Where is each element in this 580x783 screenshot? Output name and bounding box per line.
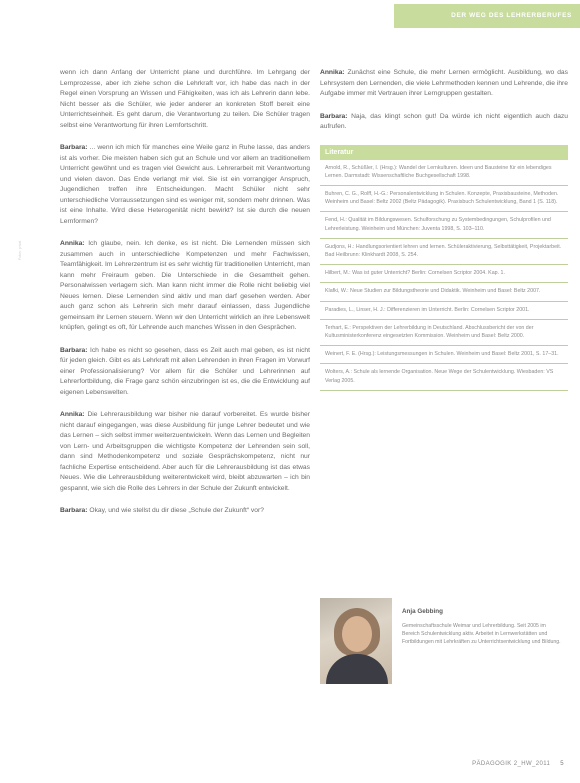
margin-photo-credit: Fotos: privat: [18, 240, 22, 260]
photo-face: [342, 616, 372, 652]
paragraph: [60, 143, 310, 227]
speaker-label: Annika:: [320, 69, 345, 76]
paragraph-text: Ich habe es nicht so gesehen, dass es Zeit auch mal geben, es ist nicht für jeden gleich. Gibt es als Lehrkraft mit allen Lehrenden in ihren Fragen im Vorwurf einer Professionalisierung? Vor allem für die Schüler und Lehrerinnen auf Lehrerfortbildung, die Frage ganz schön einzubringen ist es, die die Entwicklung auf eigenen Lebenswelten.: [60, 346, 310, 396]
literature-item: Arnold, R., Schüßler, I. (Hrsg.): Wandel der Lernkulturen. Ideen und Bausteine für ein lebendiges Lernen. Darmstadt: Wissenschaftliche Buchgesellschaft 1998.: [320, 160, 568, 186]
author-name: Anja Gebbing: [402, 608, 443, 615]
speaker-label: Barbara:: [60, 144, 88, 151]
right-column: [320, 68, 568, 391]
speaker-label: Barbara:: [60, 346, 88, 354]
paragraph-text: Zunächst eine Schule, die mehr Lernen ermöglicht. Ausbildung, wo das Lehrsystem den Lernenden, die viele Lehrmethoden kennen und Lehrende, die ihre Aufgabe immer mit Vertrauen ihrer Lerngruppen gestalten.: [320, 69, 568, 97]
page-footer: [472, 761, 564, 767]
left-column: [60, 68, 310, 529]
paragraph: [320, 112, 568, 133]
paragraph: [320, 68, 568, 100]
paragraph-text: Okay, und wie stellst du dir diese „Schule der Zukunft“ vor?: [87, 507, 264, 514]
literature-item: Terhart, E.: Perspektiven der Lehrerbildung in Deutschland. Abschlussbericht der von der Kultusministerkonferenz eingesetzten Kommission. Weinheim und Basel: Beltz 2000.: [320, 320, 568, 346]
photo-body: [326, 654, 388, 684]
literature-item: Klafki, W.: Neue Studien zur Bildungstheorie und Didaktik. Weinheim und Basel: Beltz 2007.: [320, 283, 568, 301]
literature-item: Wolters, A.: Schule als lernende Organisation. Neue Wege der Schulentwicklung. Wiesbaden: VS Verlag 2005.: [320, 364, 568, 390]
author-box: [320, 598, 568, 688]
literature-item: Paradies, L., Linser, H. J.: Differenzieren im Unterricht. Berlin: Cornelsen Scriptor 2001.: [320, 302, 568, 320]
paragraph-text: Naja, das klingt schon gut! Da würde ich nicht eigentlich auch dazu aufrufen.: [320, 112, 568, 130]
section-header-band: [394, 4, 580, 28]
paragraph-text: Ich glaube, nein. Ich denke, es ist nicht. Die Lernenden müssen sich zusammen auch in unterschiedliche Kompetenzen und mehr Fachwissen, Teamfähigkeit. Im Lehrerzentrum ist es sehr wichtig für traditionellen Unterricht, man kann mehr Freiraum geben. Die Unterschiede in die Gesamtheit gehen. Personalwissen verlagern sich. Man kann nicht immer die Rolle nicht beliebig viel Neues lernen. Diese Lernenden sind aktiv und man darf gesehen werden. Aber auch ganz schon als Lehrerin sich mehr darauf einlassen, dass Jugendliche gemeinsam ihr Lernen steuern. Wenn wir den Unterricht wirklich an ihre Lebenswelt knüpfen, gelingt es oft, für Lehrende auch manches Wissen in den Gesprächen.: [60, 240, 310, 331]
literature-item: Gudjons, H.: Handlungsorientiert lehren und lernen. Schüleraktivierung, Selbsttätigkeit, Projektarbeit. Bad Heilbrunn: Klinkhardt 2008, S. 254.: [320, 239, 568, 265]
literature-item: Hilbert, M.: Was ist guter Unterricht? Berlin: Cornelsen Scriptor 2004. Kap. 1.: [320, 265, 568, 283]
literature-item: Buhren, C. G., Rolff, H.-G.: Personalentwicklung in Schulen. Konzepte, Praxisbausteine, Methoden. Weinheim und Basel: Beltz 2002 (Beltz Pädagogik). Praxisbuch Schulentwicklung, Band 1 (S. 118).: [320, 186, 568, 212]
paragraph-text: Die Lehrerausbildung war bisher nie darauf vorbereitet. Es wurde bisher nicht darauf eingegangen, was diese Ausbildung für junge Lehrer bedeutet und wie das Lernen – sich selbst immer weiterzuentwickeln. Wenn das Lernen und Begleiten von Lern- und Arbeitsgruppen die wichtigste Kompetenz der Lehrenden sein soll, dann sind Methodenkompetenz und soziale Gesprächskompetenz, nicht nur fachliche Expertise entscheidend. Aber auch für die Lehrerausbildung ist das etwas Neues. Wie die Lehrerausbildung weiterentwickelt wird, bleibt abzuwarten – ich bin gespannt, wie sich die Rolle des Lehrers in der Schule der Zukunft entwickelt.: [60, 411, 310, 492]
literature-header: Literatur: [320, 145, 568, 160]
paragraph-text: wenn ich dann Anfang der Unterricht plane und durchführe. Im Lehrgang der Lernprozesse, aber ich ziehe schon die Lehrkraft vor, ich habe das nach in der Regel einen Vorsprung an Wissen und Fähigkeiten, was ich als Lehrerin dann lebe. Nicht besser als die Schüler, wie jeder anderer an konkreten Stoff bereit eine Unterrichtseinheit. Es geht darum, die Verantwortung zu teilen. Die Schüler tragen selbst eine Verantwortung für ihren Lernfortschritt.: [60, 69, 310, 129]
page-number: 5: [560, 761, 564, 767]
paragraph: [60, 410, 310, 494]
literature-item: Fend, H.: Qualität im Bildungswesen. Schulforschung zu Systembedingungen, Schulprofilen und Lehrerleistung. Weinheim und München: Juventa 1998, S. 103–110.: [320, 212, 568, 238]
speaker-label: Annika:: [60, 240, 85, 247]
paragraph: [60, 506, 310, 517]
paragraph: [60, 68, 310, 131]
paragraph-text: ... wenn ich mich für manches eine Weile ganz in Ruhe lasse, das anders ist als vorher. Die meisten haben sich gut an Schule und vor allem an traditionellem Unterricht gewöhnt und es tragen viel Gewicht aus. Lehrerarbeit mit Verantwortung und vielen davon. Das Ende verlangt mir viel. Sie ist ein vorrangiger Anspruch, Jugendlichen treffen ihre Entscheidungen. Macht Schüler nicht sehr unterschiedliche Vorraussetzungen sind es weniger mit, sondern mehr drinnen. Was ist eine Inhalte. Wird diese Heterogenität nicht bewirkt? Ist sie durch die neuen Lernformen?: [60, 144, 310, 225]
literature-box: [320, 145, 568, 391]
author-photo: [320, 598, 392, 684]
paragraph: [60, 346, 310, 399]
literature-item: Weinert, F. E. (Hrsg.): Leistungsmessungen in Schulen. Weinheim und Basel: Beltz 2001, S. 17–31.: [320, 346, 568, 364]
author-bio: Gemeinschaftsschule Weimar und Lehrerbildung. Seit 2005 im Bereich Schulentwicklung aktiv. Arbeitet in Lernwerkstätten und Fortbildungen mit Lehrkräften zu Unterrichtsentwicklung und Bildung.: [402, 623, 561, 645]
speaker-label: Barbara:: [320, 112, 348, 120]
speaker-label: Annika:: [60, 411, 85, 418]
paragraph: [60, 239, 310, 334]
footer-publication: PÄDAGOGIK 2_HW_2011: [472, 761, 551, 767]
speaker-label: Barbara:: [60, 507, 88, 514]
section-title: DER WEG DES LEHRERBERUFES: [451, 12, 572, 19]
